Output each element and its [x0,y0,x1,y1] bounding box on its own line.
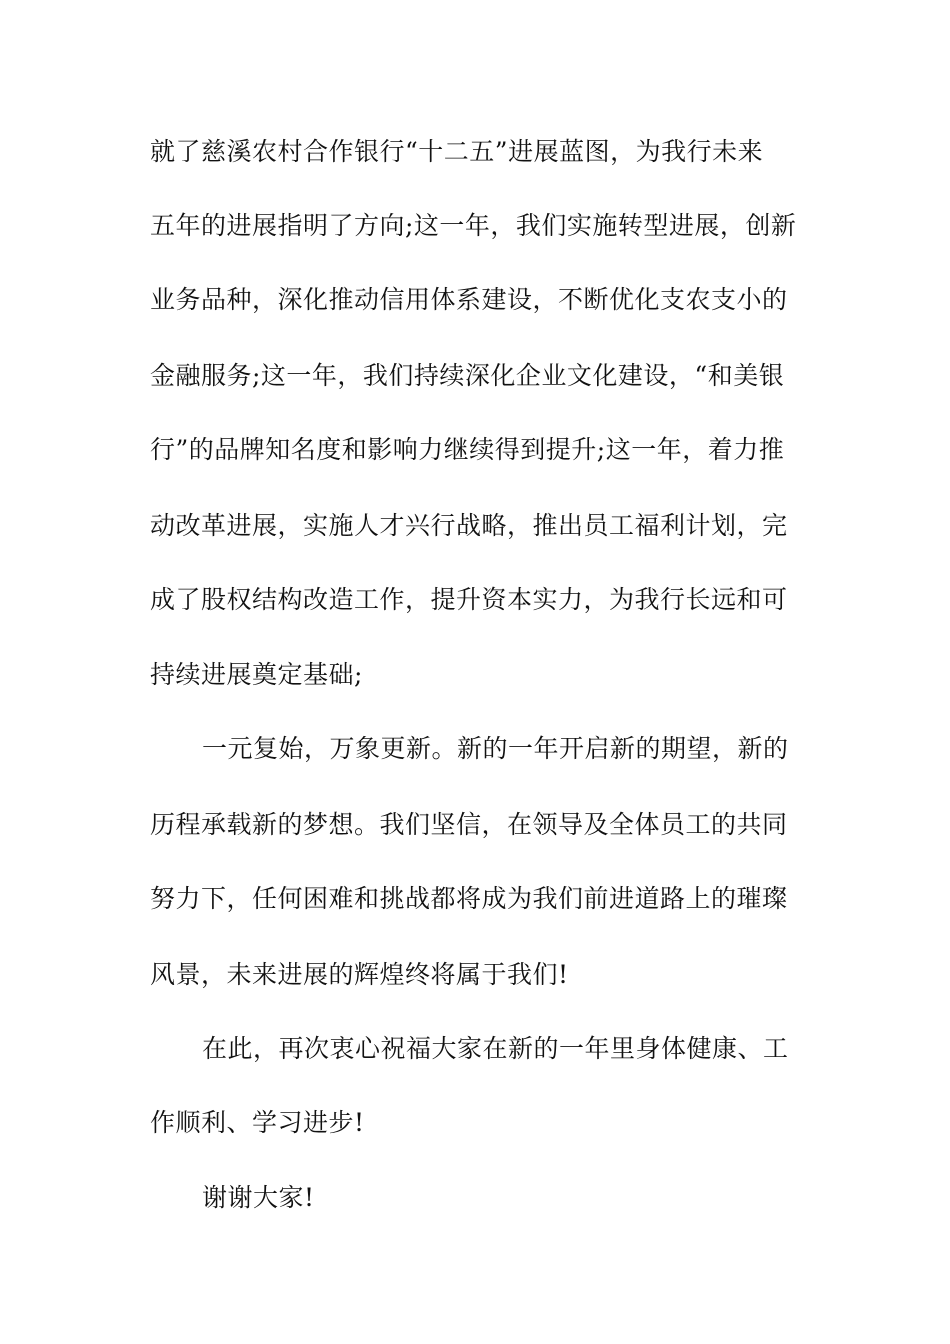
paragraph-line: 就了慈溪农村合作银行“十二五”进展蓝图，为我行未来 [150,137,764,166]
paragraph-line: 金融服务;这一年，我们持续深化企业文化建设，“和美银 [150,361,785,390]
paragraph-line: 持续进展奠定基础; [150,660,363,689]
paragraph-line: 风景，未来进展的辉煌终将属于我们! [150,960,569,989]
paragraph-line: 五年的进展指明了方向;这一年，我们实施转型进展，创新 [150,211,797,240]
paragraph-line: 作顺利、学习进步! [150,1108,365,1137]
paragraph-line: 动改革进展，实施人才兴行战略，推出员工福利计划，完 [150,511,788,540]
paragraph-line: 谢谢大家! [202,1183,315,1212]
paragraph-line: 历程承载新的梦想。我们坚信，在领导及全体员工的共同 [150,810,788,839]
paragraph-line: 在此，再次衷心祝福大家在新的一年里身体健康、工 [202,1034,789,1063]
paragraph-line: 行”的品牌知名度和影响力继续得到提升;这一年，着力推 [150,435,785,464]
paragraph-line: 成了股权结构改造工作，提升资本实力，为我行长远和可 [150,585,788,614]
paragraph-line: 一元复始，万象更新。新的一年开启新的期望，新的 [202,734,789,763]
paragraph-line: 努力下，任何困难和挑战都将成为我们前进道路上的璀璨 [150,884,788,913]
paragraph-line: 业务品种，深化推动信用体系建设，不断优化支农支小的 [150,285,788,314]
